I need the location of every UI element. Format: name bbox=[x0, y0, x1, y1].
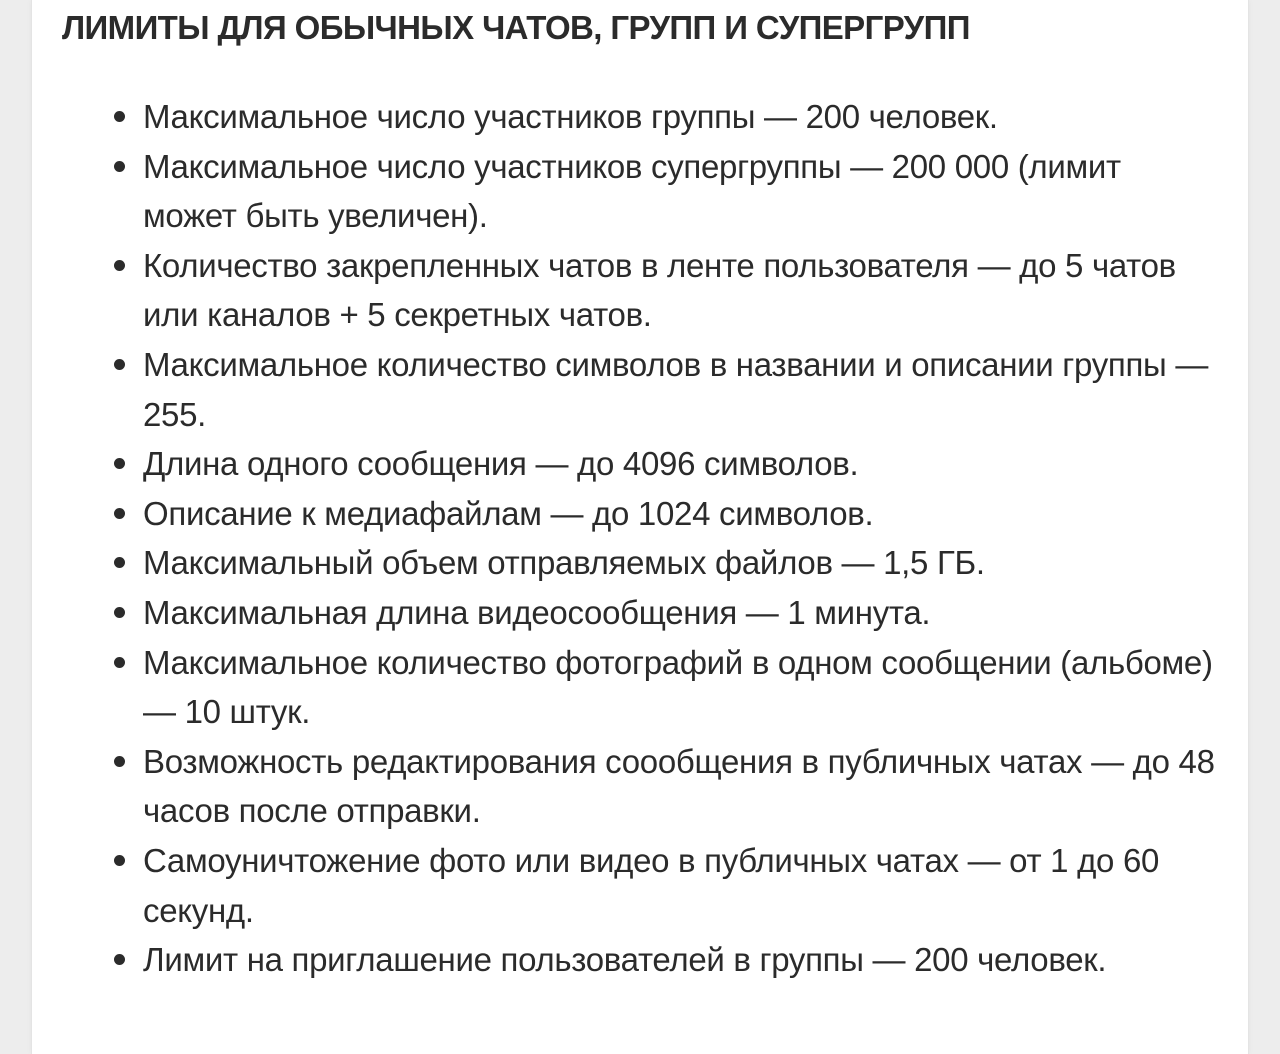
list-item-text: Максимальный объем отправляемых файлов — 1,5 ГБ. bbox=[143, 544, 985, 582]
list-item-text: Описание к медиафайлам — до 1024 символов. bbox=[143, 494, 874, 532]
list-item bbox=[110, 489, 1220, 539]
list-item bbox=[110, 737, 1220, 836]
list-item bbox=[110, 836, 1220, 935]
bullet-icon bbox=[114, 607, 125, 618]
bullet-icon bbox=[114, 557, 125, 568]
list-item bbox=[110, 439, 1220, 489]
bullet-icon bbox=[114, 458, 125, 469]
bullet-icon bbox=[114, 756, 125, 767]
list-item bbox=[110, 241, 1220, 340]
bullet-icon bbox=[114, 111, 125, 122]
bullet-icon bbox=[114, 260, 125, 271]
list-item bbox=[110, 92, 1220, 142]
list-item bbox=[110, 638, 1220, 737]
list-item-text: Максимальная длина видеосообщения — 1 минута. bbox=[143, 593, 931, 631]
list-item-text: Количество закрепленных чатов в ленте пользователя — до 5 чатов или каналов + 5 секретных чатов. bbox=[143, 246, 1176, 334]
list-item-text: Длина одного сообщения — до 4096 символов. bbox=[143, 445, 859, 483]
list-item-text: Возможность редактирования соообщения в публичных чатах — до 48 часов после отправки. bbox=[143, 742, 1215, 830]
list-item-text: Самоуничтожение фото или видео в публичных чатах — от 1 до 60 секунд. bbox=[143, 841, 1160, 929]
list-item bbox=[110, 588, 1220, 638]
article-card bbox=[32, 0, 1248, 1054]
bullet-icon bbox=[114, 954, 125, 965]
list-item bbox=[110, 935, 1220, 985]
list-item bbox=[110, 340, 1220, 439]
list-item-text: Максимальное число участников супергруппы — 200 000 (лимит может быть увеличен). bbox=[143, 147, 1121, 235]
limits-list bbox=[110, 92, 1220, 985]
list-item bbox=[110, 142, 1220, 241]
list-item-text: Максимальное количество фотографий в одном сообщении (альбоме) — 10 штук. bbox=[143, 643, 1213, 731]
bullet-icon bbox=[114, 855, 125, 866]
section-heading: ЛИМИТЫ ДЛЯ ОБЫЧНЫХ ЧАТОВ, ГРУПП И СУПЕРГРУПП bbox=[62, 9, 970, 46]
bullet-icon bbox=[114, 161, 125, 172]
bullet-icon bbox=[114, 359, 125, 370]
list-item bbox=[110, 538, 1220, 588]
list-item-text: Максимальное число участников группы — 200 человек. bbox=[143, 98, 998, 135]
list-item-text: Максимальное количество символов в названии и описании группы — 255. bbox=[143, 345, 1209, 433]
bullet-icon bbox=[114, 508, 125, 519]
bullet-icon bbox=[114, 657, 125, 668]
list-item-text: Лимит на приглашение пользователей в группы — 200 человек. bbox=[143, 941, 1107, 979]
